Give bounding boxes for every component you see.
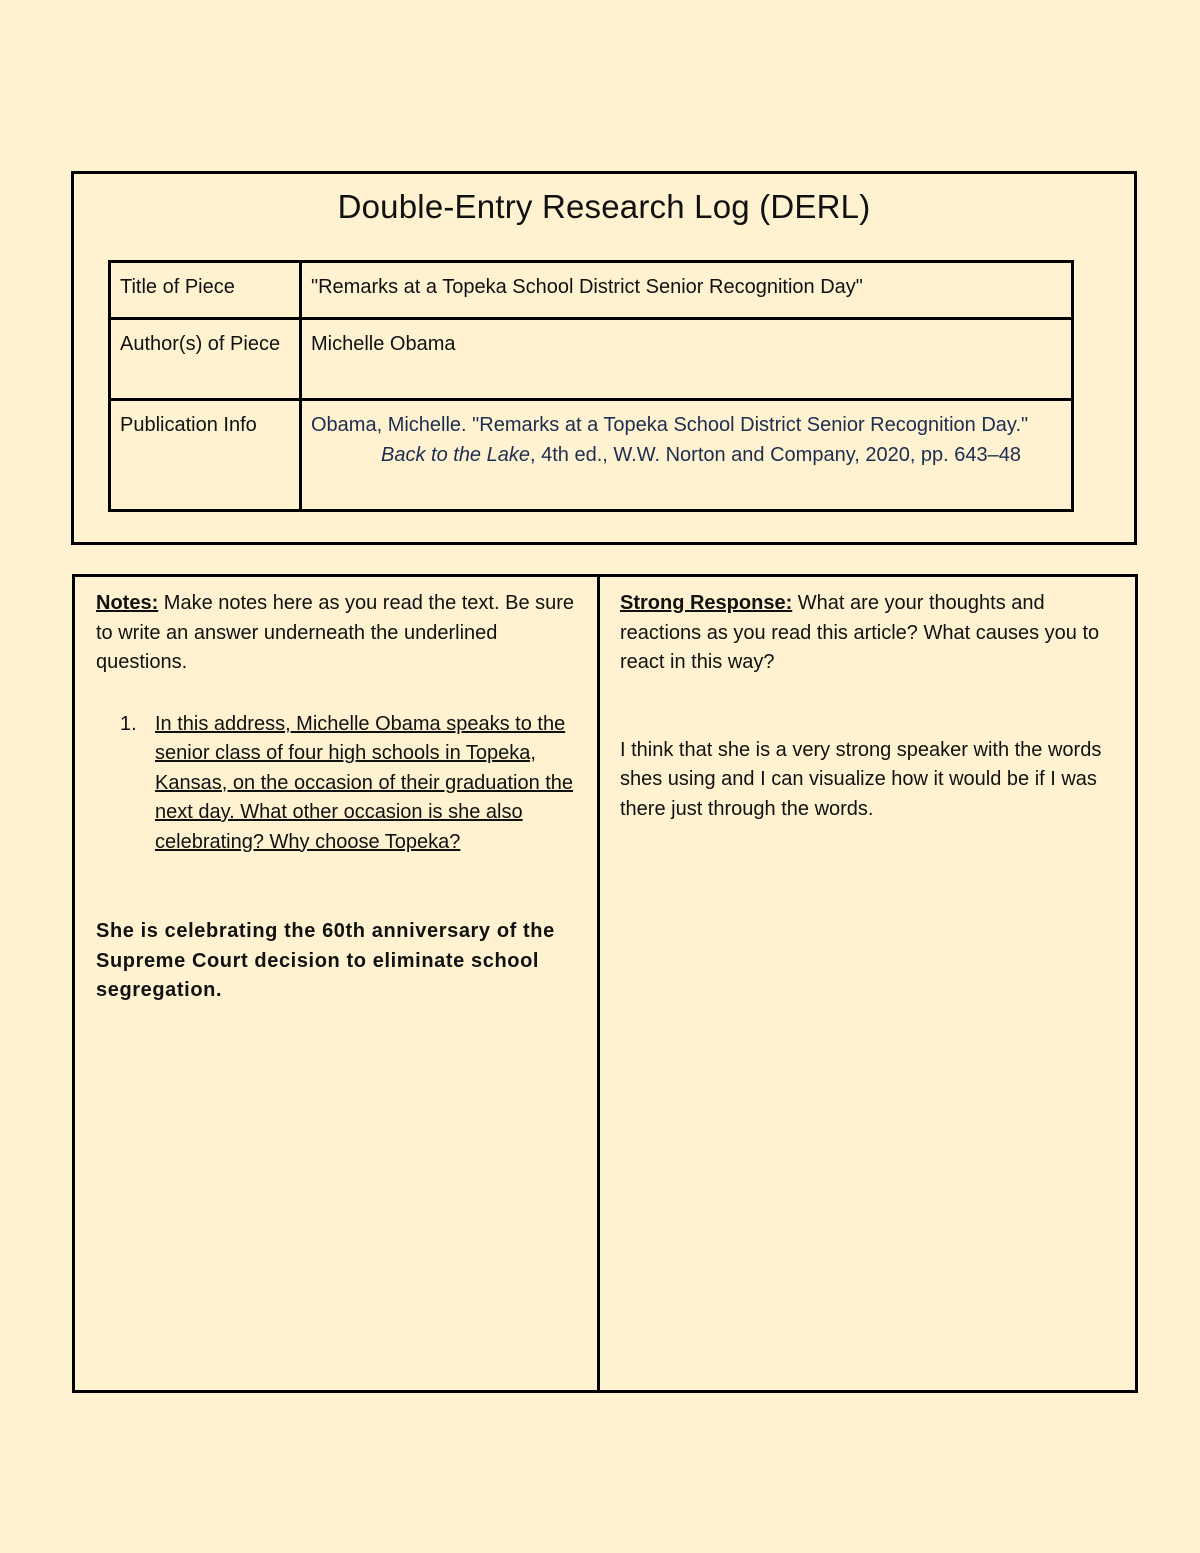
source-info-table — [108, 260, 1074, 512]
response-intro — [620, 589, 1130, 678]
notes-instructions: Make notes here as you read the text. Be sure to write an answer underneath the underlined questions. — [96, 592, 575, 673]
table-row — [110, 400, 1073, 511]
notes-intro — [96, 589, 592, 678]
citation-tail: , 4th ed., W.W. Norton and Company, 2020, pp. 643–48 — [529, 444, 1022, 466]
publication-value — [301, 400, 1073, 511]
citation — [311, 410, 1062, 470]
column-divider — [597, 577, 600, 1390]
question-text: In this address, Michelle Obama speaks to the senior class of four high schools in Topeka, Kansas, on the occasion of their graduation the next day. What other occasion is she also celebrating? Why choose Topeka? — [155, 712, 574, 853]
response-text: I think that she is a very strong speaker with the words shes using and I can visualize how it would be if I was there just through the words. — [620, 738, 1102, 820]
author-label: Author(s) of Piece — [110, 319, 301, 400]
author-value: Michelle Obama — [301, 319, 1073, 400]
citation-lead: Obama, Michelle. "Remarks at a Topeka School District Senior Recognition Day." — [311, 414, 1029, 436]
question-list — [96, 710, 592, 858]
header-section — [71, 171, 1137, 545]
notes-column — [96, 589, 592, 1006]
title-label: Title of Piece — [110, 262, 301, 319]
notes-heading: Notes: — [96, 592, 159, 614]
table-row — [110, 319, 1073, 400]
list-item — [96, 710, 592, 858]
answer-text: She is celebrating the 60th anniversary of the Supreme Court decision to eliminate school segregation. — [96, 920, 555, 1001]
title-value: "Remarks at a Topeka School District Senior Recognition Day" — [301, 262, 1073, 319]
notes-response-section — [72, 574, 1138, 1393]
strong-response-column — [620, 589, 1130, 824]
strong-response-heading: Strong Response: — [620, 592, 793, 614]
table-row — [110, 262, 1073, 319]
publication-label: Publication Info — [110, 400, 301, 511]
citation-book-title: Back to the Lake — [381, 444, 530, 466]
page-title: Double-Entry Research Log (DERL) — [337, 188, 871, 225]
strong-response-prompt: What are your thoughts and reactions as you read this article? What causes you to react in this way? — [620, 592, 1100, 673]
question-number: 1. — [120, 712, 137, 735]
